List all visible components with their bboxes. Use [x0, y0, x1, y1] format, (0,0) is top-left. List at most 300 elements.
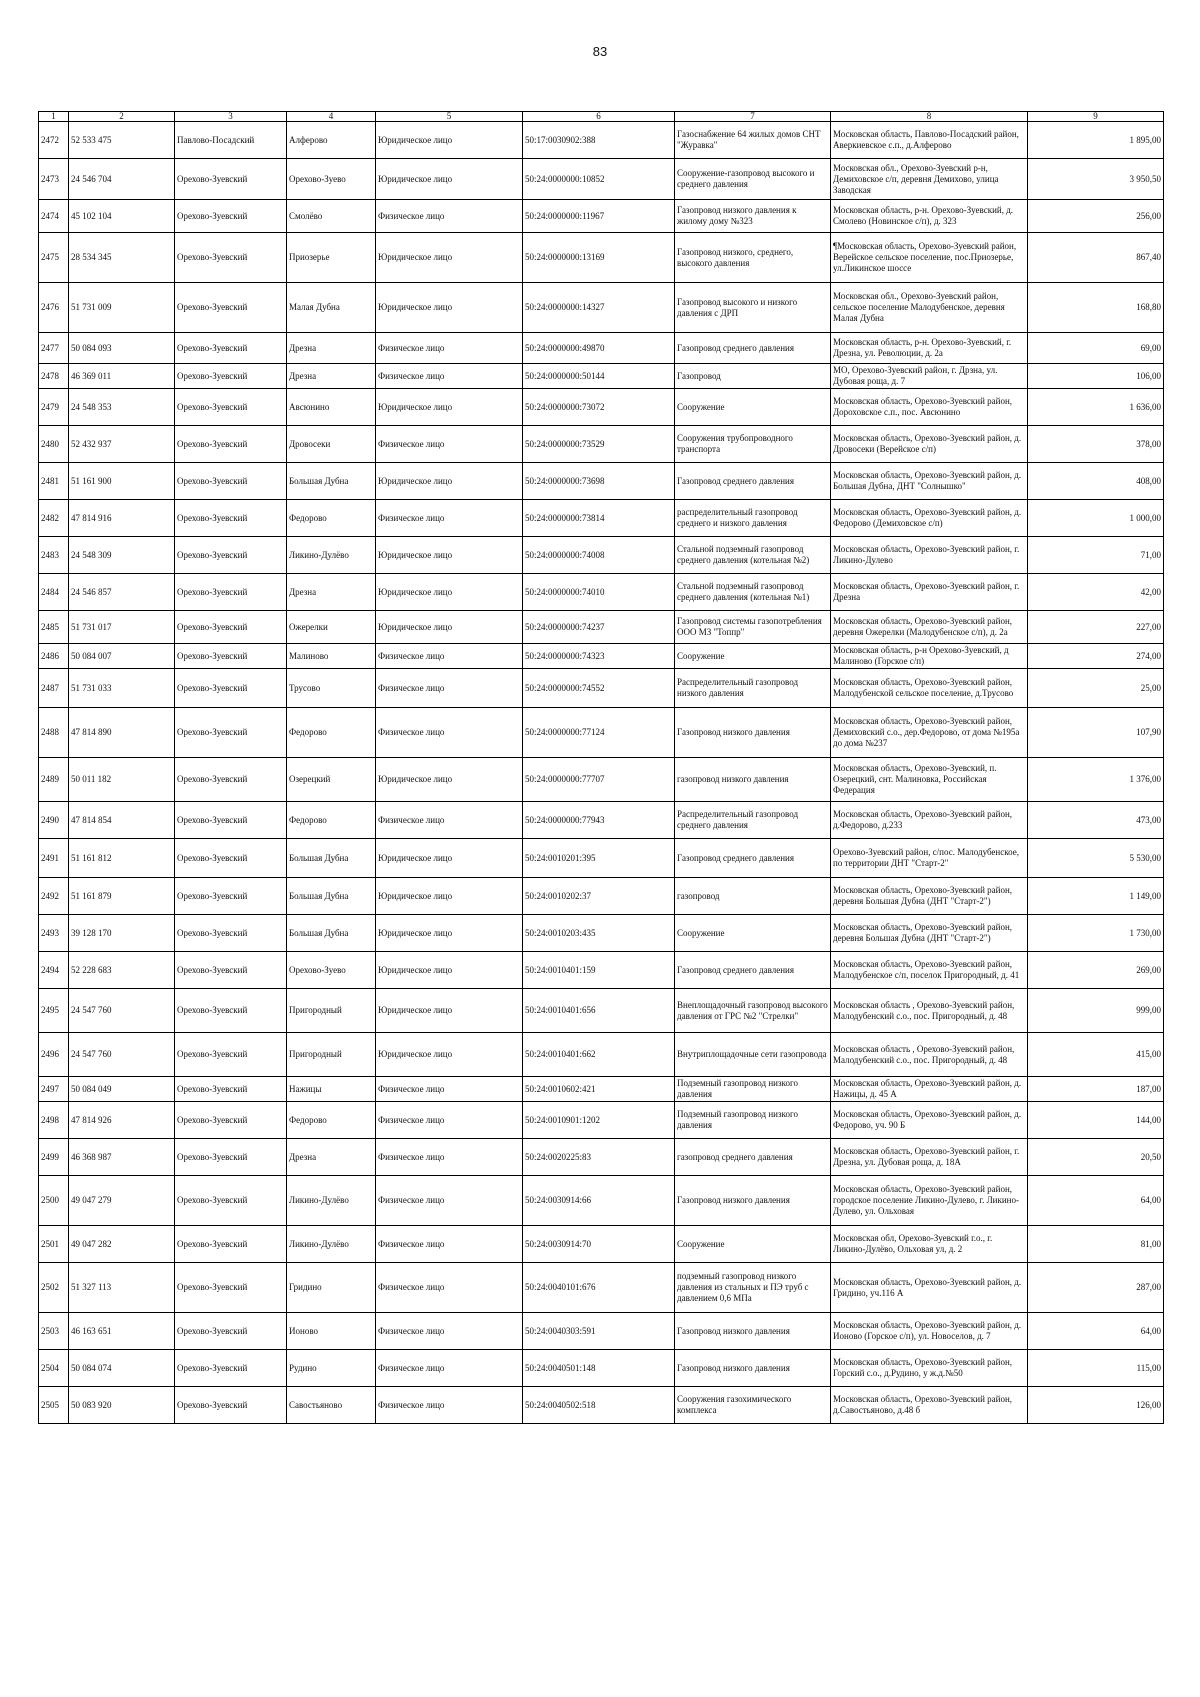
- owner-type: Юридическое лицо: [376, 758, 523, 802]
- length-value: 473,00: [1028, 802, 1164, 839]
- cadastral-number: 50:24:0000000:74323: [523, 644, 675, 669]
- cadastral-number: 50:24:0010202:37: [523, 878, 675, 915]
- object-address: Московская область, Орехово-Зуевский район, д. Нажицы, д. 45 А: [831, 1077, 1028, 1102]
- row-number: 2494: [39, 952, 69, 989]
- district-name: Орехово-Зуевский: [175, 1139, 287, 1176]
- owner-type: Физическое лицо: [376, 708, 523, 758]
- row-number: 2487: [39, 669, 69, 708]
- oktmo-code: 24 546 704: [69, 159, 175, 200]
- object-address: Московская область, р-н. Орехово-Зуевский, д. Смолево (Новинское с/п), д. 323: [831, 200, 1028, 233]
- oktmo-code: 39 128 170: [69, 915, 175, 952]
- owner-type: Физическое лицо: [376, 1313, 523, 1350]
- table-row: [39, 1102, 1164, 1139]
- district-name: Орехово-Зуевский: [175, 200, 287, 233]
- table-row: [39, 611, 1164, 644]
- settlement-name: Дрезна: [287, 1139, 376, 1176]
- length-value: 115,00: [1028, 1350, 1164, 1387]
- object-address: Московская область, Орехово-Зуевский район, д. Гридино, уч.116 А: [831, 1263, 1028, 1313]
- length-value: 415,00: [1028, 1033, 1164, 1077]
- oktmo-code: 50 084 074: [69, 1350, 175, 1387]
- table-row: [39, 878, 1164, 915]
- object-name: Газопровод низкого, среднего, высокого давления: [675, 233, 831, 283]
- length-value: 1 895,00: [1028, 122, 1164, 159]
- object-address: Московская область, Орехово-Зуевский, п. Озерецкий, снт. Малиновка, Российская Федерация: [831, 758, 1028, 802]
- row-number: 2478: [39, 364, 69, 389]
- owner-type: Юридическое лицо: [376, 389, 523, 426]
- row-number: 2505: [39, 1387, 69, 1424]
- object-name: Газопровод среднего давления: [675, 463, 831, 500]
- object-name: Газопровод высокого и низкого давления с ДРП: [675, 283, 831, 333]
- cadastral-number: 50:24:0000000:73529: [523, 426, 675, 463]
- cadastral-number: 50:24:0040101:676: [523, 1263, 675, 1313]
- oktmo-code: 46 368 987: [69, 1139, 175, 1176]
- district-name: Орехово-Зуевский: [175, 952, 287, 989]
- cadastral-number: 50:24:0000000:13169: [523, 233, 675, 283]
- district-name: Орехово-Зуевский: [175, 1226, 287, 1263]
- length-value: 81,00: [1028, 1226, 1164, 1263]
- owner-type: Юридическое лицо: [376, 839, 523, 878]
- cadastral-number: 50:24:0000000:74237: [523, 611, 675, 644]
- table-row: [39, 159, 1164, 200]
- owner-type: Физическое лицо: [376, 1263, 523, 1313]
- page-number: 83: [592, 44, 608, 59]
- object-address: Московская область, Орехово-Зуевский район, д. Ионово (Горское с/п), ул. Новоселов, д. 7: [831, 1313, 1028, 1350]
- owner-type: Юридическое лицо: [376, 1033, 523, 1077]
- district-name: Орехово-Зуевский: [175, 159, 287, 200]
- owner-type: Юридическое лицо: [376, 952, 523, 989]
- oktmo-code: 52 228 683: [69, 952, 175, 989]
- settlement-name: Пригородный: [287, 1033, 376, 1077]
- row-number: 2490: [39, 802, 69, 839]
- owner-type: Физическое лицо: [376, 1176, 523, 1226]
- cadastral-number: 50:24:0000000:74008: [523, 537, 675, 574]
- object-address: Московская обл., Орехово-Зуевский р-н, Демиховское с/п, деревня Демихово, улица Заводская: [831, 159, 1028, 200]
- object-name: Подземный газопровод низкого давления: [675, 1077, 831, 1102]
- owner-type: Юридическое лицо: [376, 159, 523, 200]
- district-name: Орехово-Зуевский: [175, 1350, 287, 1387]
- object-address: Московская обл, Орехово-Зуевский г.о., г. Ликино-Дулёво, Ольховая ул, д. 2: [831, 1226, 1028, 1263]
- cadastral-number: 50:24:0000000:49870: [523, 333, 675, 364]
- object-address: Московская область , Орехово-Зуевский район, Малодубенский с.о., пос. Пригородный, д. 48: [831, 1033, 1028, 1077]
- length-value: 227,00: [1028, 611, 1164, 644]
- cadastral-number: 50:24:0000000:14327: [523, 283, 675, 333]
- table-row: [39, 364, 1164, 389]
- table-row: [39, 122, 1164, 159]
- object-name: Газоснабжение 64 жилых домов СНТ "Журавка": [675, 122, 831, 159]
- object-name: Сооружение: [675, 644, 831, 669]
- district-name: Орехово-Зуевский: [175, 708, 287, 758]
- cadastral-number: 50:24:0000000:10852: [523, 159, 675, 200]
- column-header: 6: [523, 112, 675, 122]
- object-name: Газопровод низкого давления: [675, 1350, 831, 1387]
- cadastral-number: 50:24:0010401:656: [523, 989, 675, 1033]
- district-name: Орехово-Зуевский: [175, 915, 287, 952]
- object-address: Московская область, р-н Орехово-Зуевский, д Малиново (Горское с/п): [831, 644, 1028, 669]
- object-name: Распределительный газопровод низкого давления: [675, 669, 831, 708]
- length-value: 1 730,00: [1028, 915, 1164, 952]
- length-value: 1 149,00: [1028, 878, 1164, 915]
- object-name: Газопровод низкого давления: [675, 708, 831, 758]
- cadastral-number: 50:24:0020225:83: [523, 1139, 675, 1176]
- object-name: Газопровод низкого давления: [675, 1176, 831, 1226]
- settlement-name: Дрезна: [287, 333, 376, 364]
- table-row: [39, 1077, 1164, 1102]
- cadastral-number: 50:24:0000000:73072: [523, 389, 675, 426]
- cadastral-number: 50:24:0000000:73814: [523, 500, 675, 537]
- object-address: Московская область, Орехово-Зуевский район, г. Дрезна, ул. Дубовая роща, д. 18А: [831, 1139, 1028, 1176]
- length-value: 256,00: [1028, 200, 1164, 233]
- district-name: Павлово-Посадский: [175, 122, 287, 159]
- settlement-name: Орехово-Зуево: [287, 159, 376, 200]
- table-row: [39, 389, 1164, 426]
- column-header: 7: [675, 112, 831, 122]
- owner-type: Физическое лицо: [376, 644, 523, 669]
- column-header: 9: [1028, 112, 1164, 122]
- length-value: 64,00: [1028, 1176, 1164, 1226]
- oktmo-code: 50 084 007: [69, 644, 175, 669]
- length-value: 187,00: [1028, 1077, 1164, 1102]
- object-address: Московская область, Орехово-Зуевский район, д. Большая Дубна, ДНТ "Солнышко": [831, 463, 1028, 500]
- oktmo-code: 51 327 113: [69, 1263, 175, 1313]
- header-row: [39, 112, 1164, 122]
- object-address: Московская область, Орехово-Зуевский район, г. Ликино-Дулево: [831, 537, 1028, 574]
- table-row: [39, 333, 1164, 364]
- table-row: [39, 839, 1164, 878]
- row-number: 2493: [39, 915, 69, 952]
- table-row: [39, 952, 1164, 989]
- oktmo-code: 51 161 900: [69, 463, 175, 500]
- settlement-name: Дрезна: [287, 364, 376, 389]
- oktmo-code: 24 547 760: [69, 1033, 175, 1077]
- district-name: Орехово-Зуевский: [175, 1077, 287, 1102]
- oktmo-code: 51 731 017: [69, 611, 175, 644]
- object-name: Газопровод системы газопотребления ООО МЗ "Топпр": [675, 611, 831, 644]
- cadastral-number: 50:24:0010201:395: [523, 839, 675, 878]
- cadastral-number: 50:24:0010901:1202: [523, 1102, 675, 1139]
- length-value: 3 950,50: [1028, 159, 1164, 200]
- owner-type: Юридическое лицо: [376, 915, 523, 952]
- district-name: Орехово-Зуевский: [175, 537, 287, 574]
- district-name: Орехово-Зуевский: [175, 758, 287, 802]
- table-row: [39, 1350, 1164, 1387]
- column-header: 4: [287, 112, 376, 122]
- oktmo-code: 50 084 049: [69, 1077, 175, 1102]
- table-row: [39, 200, 1164, 233]
- table-row: [39, 644, 1164, 669]
- table-row: [39, 758, 1164, 802]
- object-address: Московская область, р-н. Орехово-Зуевский, г. Дрезна, ул. Революции, д. 2а: [831, 333, 1028, 364]
- settlement-name: Приозерье: [287, 233, 376, 283]
- object-address: Московская область, Орехово-Зуевский район, Малодубенской сельское поселение, д.Трусово: [831, 669, 1028, 708]
- cadastral-number: 50:24:0040501:148: [523, 1350, 675, 1387]
- settlement-name: Малая Дубна: [287, 283, 376, 333]
- length-value: 5 530,00: [1028, 839, 1164, 878]
- row-number: 2488: [39, 708, 69, 758]
- object-address: Московская область, Орехово-Зуевский район, д.Савостьяново, д.48 б: [831, 1387, 1028, 1424]
- object-address: Московская область, Орехово-Зуевский район, д. Федорово (Демиховское с/п): [831, 500, 1028, 537]
- owner-type: Физическое лицо: [376, 333, 523, 364]
- district-name: Орехово-Зуевский: [175, 283, 287, 333]
- table-row: [39, 1226, 1164, 1263]
- object-name: подземный газопровод низкого давления из стальных и ПЭ труб с давлением 0,6 МПа: [675, 1263, 831, 1313]
- table-row: [39, 708, 1164, 758]
- object-address: ¶Московская область, Орехово-Зуевский район, Верейское сельское поселение, пос.Приозерье, ул.Ликинское шоссе: [831, 233, 1028, 283]
- owner-type: Юридическое лицо: [376, 611, 523, 644]
- object-name: Сооружение-газопровод высокого и среднего давления: [675, 159, 831, 200]
- table-row: [39, 463, 1164, 500]
- oktmo-code: 51 161 812: [69, 839, 175, 878]
- column-header: 1: [39, 112, 69, 122]
- length-value: 144,00: [1028, 1102, 1164, 1139]
- table-row: [39, 233, 1164, 283]
- table-row: [39, 989, 1164, 1033]
- object-name: Внутриплощадочные сети газопровода: [675, 1033, 831, 1077]
- oktmo-code: 46 369 011: [69, 364, 175, 389]
- cadastral-number: 50:24:0040502:518: [523, 1387, 675, 1424]
- row-number: 2504: [39, 1350, 69, 1387]
- settlement-name: Авсюнино: [287, 389, 376, 426]
- row-number: 2477: [39, 333, 69, 364]
- settlement-name: Ликино-Дулёво: [287, 537, 376, 574]
- length-value: 25,00: [1028, 669, 1164, 708]
- object-name: газопровод: [675, 878, 831, 915]
- oktmo-code: 28 534 345: [69, 233, 175, 283]
- settlement-name: Большая Дубна: [287, 878, 376, 915]
- cadastral-number: 50:24:0000000:74010: [523, 574, 675, 611]
- object-address: Московская область, Орехово-Зуевский район, Горский с.о., д.Рудино, у ж.д.№50: [831, 1350, 1028, 1387]
- length-value: 274,00: [1028, 644, 1164, 669]
- object-address: Московская обл., Орехово-Зуевский район, сельское поселение Малодубенское, деревня Малая Дубна: [831, 283, 1028, 333]
- cadastral-number: 50:17:0030902:388: [523, 122, 675, 159]
- length-value: 107,90: [1028, 708, 1164, 758]
- length-value: 408,00: [1028, 463, 1164, 500]
- district-name: Орехово-Зуевский: [175, 878, 287, 915]
- object-name: распределительный газопровод среднего и низкого давления: [675, 500, 831, 537]
- length-value: 1 376,00: [1028, 758, 1164, 802]
- table-row: [39, 915, 1164, 952]
- length-value: 999,00: [1028, 989, 1164, 1033]
- district-name: Орехово-Зуевский: [175, 1033, 287, 1077]
- oktmo-code: 45 102 104: [69, 200, 175, 233]
- district-name: Орехово-Зуевский: [175, 463, 287, 500]
- row-number: 2472: [39, 122, 69, 159]
- row-number: 2497: [39, 1077, 69, 1102]
- cadastral-number: 50:24:0000000:77707: [523, 758, 675, 802]
- district-name: Орехово-Зуевский: [175, 644, 287, 669]
- district-name: Орехово-Зуевский: [175, 839, 287, 878]
- object-name: Газопровод низкого давления: [675, 1313, 831, 1350]
- district-name: Орехово-Зуевский: [175, 1387, 287, 1424]
- oktmo-code: 24 548 309: [69, 537, 175, 574]
- object-name: Газопровод среднего давления: [675, 952, 831, 989]
- settlement-name: Большая Дубна: [287, 915, 376, 952]
- settlement-name: Федорово: [287, 1102, 376, 1139]
- table-row: [39, 1176, 1164, 1226]
- oktmo-code: 51 731 033: [69, 669, 175, 708]
- district-name: Орехово-Зуевский: [175, 669, 287, 708]
- registry-table: [38, 111, 1164, 1424]
- row-number: 2503: [39, 1313, 69, 1350]
- object-name: газопровод среднего давления: [675, 1139, 831, 1176]
- oktmo-code: 24 547 760: [69, 989, 175, 1033]
- row-number: 2476: [39, 283, 69, 333]
- owner-type: Физическое лицо: [376, 426, 523, 463]
- row-number: 2500: [39, 1176, 69, 1226]
- oktmo-code: 47 814 916: [69, 500, 175, 537]
- district-name: Орехово-Зуевский: [175, 802, 287, 839]
- cadastral-number: 50:24:0040303:591: [523, 1313, 675, 1350]
- settlement-name: Гридино: [287, 1263, 376, 1313]
- settlement-name: Дрезна: [287, 574, 376, 611]
- column-header: 3: [175, 112, 287, 122]
- length-value: 269,00: [1028, 952, 1164, 989]
- length-value: 69,00: [1028, 333, 1164, 364]
- row-number: 2474: [39, 200, 69, 233]
- owner-type: Юридическое лицо: [376, 878, 523, 915]
- district-name: Орехово-Зуевский: [175, 611, 287, 644]
- settlement-name: Нажицы: [287, 1077, 376, 1102]
- table-body: [39, 122, 1164, 1424]
- length-value: 1 636,00: [1028, 389, 1164, 426]
- district-name: Орехово-Зуевский: [175, 389, 287, 426]
- settlement-name: Федорово: [287, 500, 376, 537]
- cadastral-number: 50:24:0000000:77124: [523, 708, 675, 758]
- length-value: 168,80: [1028, 283, 1164, 333]
- object-address: Московская область, Орехово-Зуевский район, деревня Большая Дубна (ДНТ "Старт-2"): [831, 878, 1028, 915]
- owner-type: Физическое лицо: [376, 1077, 523, 1102]
- settlement-name: Озерецкий: [287, 758, 376, 802]
- length-value: 126,00: [1028, 1387, 1164, 1424]
- oktmo-code: 51 731 009: [69, 283, 175, 333]
- object-address: Московская область, Орехово-Зуевский район, Дороховское с.п., пос. Авсюнино: [831, 389, 1028, 426]
- row-number: 2482: [39, 500, 69, 537]
- owner-type: Физическое лицо: [376, 200, 523, 233]
- settlement-name: Большая Дубна: [287, 463, 376, 500]
- table-row: [39, 574, 1164, 611]
- district-name: Орехово-Зуевский: [175, 1313, 287, 1350]
- object-name: Газопровод среднего давления: [675, 333, 831, 364]
- district-name: Орехово-Зуевский: [175, 1102, 287, 1139]
- row-number: 2495: [39, 989, 69, 1033]
- owner-type: Юридическое лицо: [376, 989, 523, 1033]
- cadastral-number: 50:24:0010203:435: [523, 915, 675, 952]
- district-name: Орехово-Зуевский: [175, 1263, 287, 1313]
- row-number: 2485: [39, 611, 69, 644]
- district-name: Орехово-Зуевский: [175, 574, 287, 611]
- row-number: 2499: [39, 1139, 69, 1176]
- oktmo-code: 49 047 279: [69, 1176, 175, 1226]
- row-number: 2479: [39, 389, 69, 426]
- object-name: Распределительный газопровод среднего давления: [675, 802, 831, 839]
- settlement-name: Малиново: [287, 644, 376, 669]
- object-address: Московская область, Орехово-Зуевский район, деревня Ожерелки (Малодубенское с/п), д. 2а: [831, 611, 1028, 644]
- settlement-name: Дровосеки: [287, 426, 376, 463]
- row-number: 2492: [39, 878, 69, 915]
- cadastral-number: 50:24:0010602:421: [523, 1077, 675, 1102]
- object-name: Стальной подземный газопровод среднего давления (котельная №2): [675, 537, 831, 574]
- owner-type: Физическое лицо: [376, 1139, 523, 1176]
- owner-type: Юридическое лицо: [376, 574, 523, 611]
- table-row: [39, 1139, 1164, 1176]
- row-number: 2486: [39, 644, 69, 669]
- row-number: 2498: [39, 1102, 69, 1139]
- district-name: Орехово-Зуевский: [175, 233, 287, 283]
- row-number: 2491: [39, 839, 69, 878]
- table-row: [39, 1387, 1164, 1424]
- district-name: Орехово-Зуевский: [175, 333, 287, 364]
- object-address: Московская область, Орехово-Зуевский район, д. Федорово, уч. 90 Б: [831, 1102, 1028, 1139]
- object-name: Газопровод: [675, 364, 831, 389]
- object-name: Стальной подземный газопровод среднего давления (котельная №1): [675, 574, 831, 611]
- owner-type: Физическое лицо: [376, 364, 523, 389]
- district-name: Орехово-Зуевский: [175, 364, 287, 389]
- oktmo-code: 50 083 920: [69, 1387, 175, 1424]
- district-name: Орехово-Зуевский: [175, 1176, 287, 1226]
- object-name: Сооружения газохимического комплекса: [675, 1387, 831, 1424]
- object-name: Сооружения трубопроводного транспорта: [675, 426, 831, 463]
- table-row: [39, 1263, 1164, 1313]
- settlement-name: Ликино-Дулёво: [287, 1226, 376, 1263]
- row-number: 2480: [39, 426, 69, 463]
- owner-type: Физическое лицо: [376, 802, 523, 839]
- object-address: Московская область , Орехово-Зуевский район, Малодубенский с.о., пос. Пригородный, д. 48: [831, 989, 1028, 1033]
- length-value: 64,00: [1028, 1313, 1164, 1350]
- table-row: [39, 500, 1164, 537]
- object-name: Внеплощадочный газопровод высокого давления от ГРС №2 "Стрелки": [675, 989, 831, 1033]
- settlement-name: Федорово: [287, 802, 376, 839]
- owner-type: Юридическое лицо: [376, 233, 523, 283]
- cadastral-number: 50:24:0030914:70: [523, 1226, 675, 1263]
- length-value: 71,00: [1028, 537, 1164, 574]
- table-row: [39, 426, 1164, 463]
- owner-type: Физическое лицо: [376, 669, 523, 708]
- settlement-name: Савостьяново: [287, 1387, 376, 1424]
- object-address: Московская область, Орехово-Зуевский район, деревня Большая Дубна (ДНТ "Старт-2"): [831, 915, 1028, 952]
- object-name: газопровод низкого давления: [675, 758, 831, 802]
- row-number: 2473: [39, 159, 69, 200]
- settlement-name: Смолёво: [287, 200, 376, 233]
- table-row: [39, 669, 1164, 708]
- oktmo-code: 49 047 282: [69, 1226, 175, 1263]
- object-name: Сооружение: [675, 915, 831, 952]
- length-value: 287,00: [1028, 1263, 1164, 1313]
- row-number: 2481: [39, 463, 69, 500]
- object-address: Московская область, Орехово-Зуевский район, д.Федорово, д.233: [831, 802, 1028, 839]
- object-address: Московская область, Орехово-Зуевский район, г. Дрезна: [831, 574, 1028, 611]
- table-row: [39, 1033, 1164, 1077]
- length-value: 1 000,00: [1028, 500, 1164, 537]
- row-number: 2496: [39, 1033, 69, 1077]
- object-name: Сооружение: [675, 1226, 831, 1263]
- oktmo-code: 24 546 857: [69, 574, 175, 611]
- owner-type: Юридическое лицо: [376, 283, 523, 333]
- oktmo-code: 52 533 475: [69, 122, 175, 159]
- object-name: Газопровод низкого давления к жилому дому №323: [675, 200, 831, 233]
- oktmo-code: 50 011 182: [69, 758, 175, 802]
- length-value: 106,00: [1028, 364, 1164, 389]
- row-number: 2489: [39, 758, 69, 802]
- length-value: 378,00: [1028, 426, 1164, 463]
- table-row: [39, 1313, 1164, 1350]
- length-value: 20,50: [1028, 1139, 1164, 1176]
- object-address: МО, Орехово-Зуевский район, г. Дрзна, ул. Дубовая роща, д. 7: [831, 364, 1028, 389]
- district-name: Орехово-Зуевский: [175, 426, 287, 463]
- object-address: Московская область, Орехово-Зуевский район, Демиховский с.о., дер.Федорово, от дома №195а до дома №237: [831, 708, 1028, 758]
- length-value: 42,00: [1028, 574, 1164, 611]
- owner-type: Юридическое лицо: [376, 122, 523, 159]
- cadastral-number: 50:24:0010401:662: [523, 1033, 675, 1077]
- oktmo-code: 46 163 651: [69, 1313, 175, 1350]
